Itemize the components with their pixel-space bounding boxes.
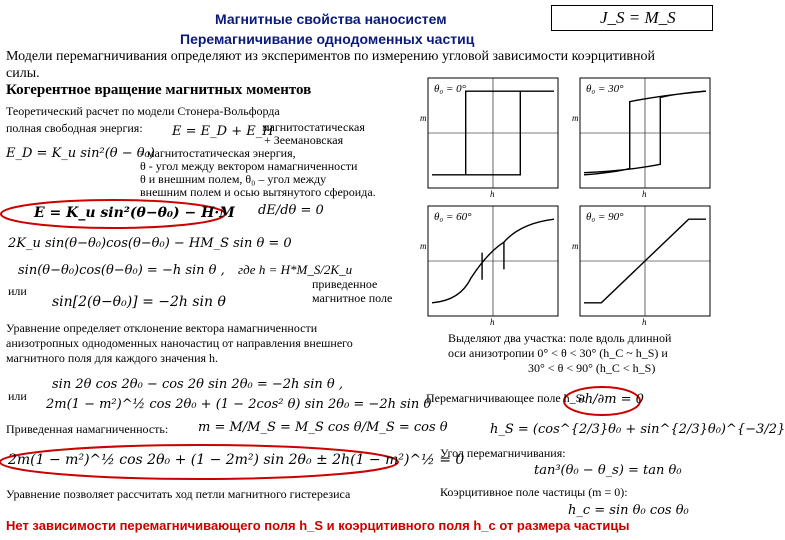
eq-total-energy: E = E_D + E_H [172, 124, 274, 139]
reduced-mag-eq: m = M/M_S = M_S cos θ/M_S = cos θ [198, 420, 448, 435]
eq-expanded-2: 2m(1 − m²)^½ cos 2θ₀ + (1 − 2cos² θ) sin 2θ₀ = −2h sin θ [46, 397, 432, 412]
or-label-2: или [8, 389, 27, 403]
plot-xlabel: h [490, 317, 495, 327]
plot-ylabel: m [420, 113, 427, 123]
theory-line-1: Теоретический расчет по модели Стонера-Вольфорда [6, 104, 280, 118]
eq-final: 2m(1 − m²)^½ cos 2θ₀ + (1 − 2m²) sin 2θ₀ ± 2h(1 − m²)^½ = 0 [8, 452, 465, 468]
eq-double-angle: sin[2(θ−θ₀)] = −2h sin θ [52, 294, 226, 310]
angle-eq: tan³(θ₀ − θ_s) = tan θ₀ [534, 463, 682, 478]
theory-desc-3: θ и внешним полем, θ₀ – угол между [140, 172, 327, 186]
hysteresis-plots [420, 78, 720, 327]
plot-xlabel: h [642, 189, 647, 199]
zeeman-label: + Зеемановская [264, 133, 344, 147]
formula-text: J_S = M_S [600, 8, 676, 27]
theory-line-2: полная свободная энергия: [6, 121, 143, 135]
eq-energy: E = K_u sin²(θ−θ₀) − H·M [34, 205, 235, 221]
eq-expanded-1: sin 2θ cos 2θ₀ − cos 2θ sin 2θ₀ = −2h sin θ , [52, 377, 343, 392]
two-regions-3: 30° < θ < 90° (h_C < h_S) [528, 361, 656, 375]
plot-label: θ₀ = 30° [586, 83, 624, 95]
two-regions-1: Выделяют два участка: поле вдоль длинной [448, 331, 672, 345]
eq-reduced: sin(θ−θ₀)cos(θ−θ₀) = −h sin θ , [18, 263, 225, 278]
eq-dE-dtheta: dE/dθ = 0 [258, 203, 324, 218]
or-label-1: или [8, 284, 27, 298]
angle-label: Угол перемагничивания: [440, 446, 566, 460]
hysteresis-plots-svg [420, 78, 720, 327]
two-regions-2: оси анизотропии 0° < θ < 30° (h_C ~ h_S) и [448, 346, 668, 360]
intro-text: Модели перемагничивания определяют из экспериментов по измерению угловой зависимости коэрцитивной силы. [6, 49, 656, 81]
switch-field-eq: ∂h/∂m = 0 [578, 392, 644, 407]
plot-ylabel: m [572, 241, 579, 251]
reduced-field-2: магнитное поле [312, 291, 393, 305]
page-subtitle: Перемагничивание однодоменных частиц [180, 31, 475, 47]
plot-label: θ₀ = 60° [434, 211, 472, 223]
section-title: Когерентное вращение магнитных моментов [6, 82, 312, 98]
eq-derivative: 2K_u sin(θ−θ₀)cos(θ−θ₀) − HM_S sin θ = 0 [8, 236, 292, 251]
plot-ylabel: m [420, 241, 427, 251]
reduced-field-1: приведенное [312, 277, 378, 291]
plot-label: θ₀ = 90° [586, 211, 624, 223]
orient-text-1: Уравнение определяет отклонение вектора намагниченности [6, 321, 318, 335]
footer-text: Нет зависимости перемагничивающего поля h_S и коэрцитивного поля h_c от размера частицы [6, 518, 630, 533]
switch-field-label: Перемагничивающее поле h_S: [426, 391, 586, 405]
theory-desc-4: внешним полем и осью вытянутого сфероида. [140, 185, 376, 199]
coercive-label: Коэрцитивное поле частицы (m = 0): [440, 485, 628, 499]
page-title: Магнитные свойства наносистем [215, 11, 447, 27]
theory-desc-1: - магнитостатическая энергия, [140, 146, 296, 160]
reduced-mag-label: Приведенная намагниченность: [6, 422, 169, 436]
plot-ylabel: m [572, 113, 579, 123]
orient-text-3: магнитного поля для каждого значения h. [6, 351, 219, 365]
orient-text-2: анизотропных однодоменных наночастиц от направления внешнего [6, 336, 353, 350]
plot-xlabel: h [490, 189, 495, 199]
plot-xlabel: h [642, 317, 647, 327]
final-text: Уравнение позволяет рассчитать ход петли магнитного гистерезиса [6, 487, 351, 501]
eq-demag-energy: E_D = K_u sin²(θ − θ₀) [6, 146, 155, 161]
where-h: где h = H*M_S/2K_u [238, 262, 353, 277]
magnetostatic-label: магнитостатическая [262, 120, 365, 134]
coercive-eq: h_c = sin θ₀ cos θ₀ [568, 503, 689, 518]
theory-desc-2: θ - угол между вектором намагниченности [140, 159, 358, 173]
hs-eq: h_S = (cos^{2/3}θ₀ + sin^{2/3}θ₀)^{−3/2} [490, 422, 785, 437]
plot-label: θ₀ = 0° [434, 83, 467, 95]
